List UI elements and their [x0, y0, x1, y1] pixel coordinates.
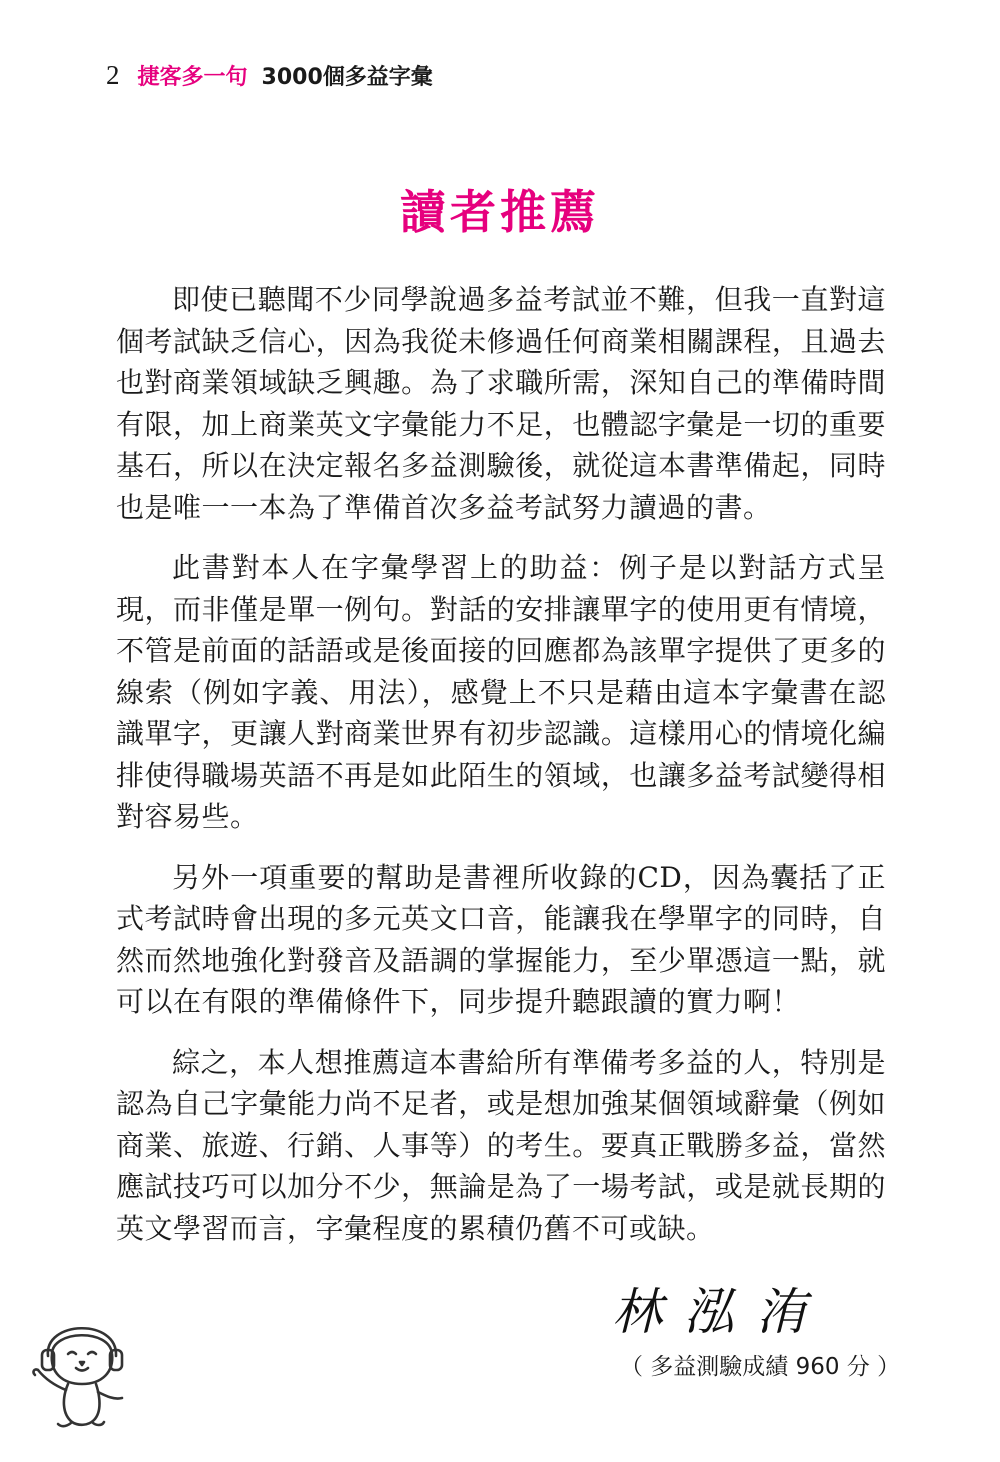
running-header — [106, 60, 433, 91]
bear-with-headphones-icon — [22, 1310, 142, 1430]
paragraph: 綜之，本人想推薦這本書給所有準備考多益的人，特別是認為自己字彙能力尚不足者，或是想加強某個領域辭彙（例如商業、旅遊、行銷、人事等）的考生。要真正戰勝多益，當然應試技巧可以加分不少，無論是為了一場考試，或是就長期的英文學習而言，字彙程度的累積仍舊不可或缺。 — [116, 1045, 886, 1245]
book-title: 3000個多益字彙 — [261, 65, 433, 90]
paragraph: 另外一項重要的幫助是書裡所收錄的CD，因為囊括了正式考試時會出現的多元英文口音，能讓我在學單字的同時，自然而然地強化對發音及語調的掌握能力，至少單憑這一點，就可以在有限的準備條件下，同步提升聽跟讀的實力啊！ — [116, 860, 886, 1018]
series-name: 捷客多一句 — [137, 65, 248, 90]
page-title: 讀者推薦 — [400, 184, 600, 239]
paragraph: 即使已聽聞不少同學說過多益考試並不難，但我一直對這個考試缺乏信心，因為我從未修過任何商業相關課程，且過去也對商業領域缺乏興趣。為了求職所需，深知自己的準備時間有限，加上商業英文字彙能力不足，也體認字彙是一切的重要基石，所以在決定報名多益測驗後，就從這本書準備起，同時也是唯一一本為了準備首次多益考試努力讀過的書。 — [116, 283, 886, 524]
recommendation-body — [116, 279, 886, 1268]
signature-name: 林泓洧 — [612, 1283, 828, 1341]
signature-note: （ 多益測驗成績 960 分 ） — [620, 1354, 901, 1380]
page-number: 2 — [106, 60, 120, 90]
paragraph: 此書對本人在字彙學習上的助益：例子是以對話方式呈現，而非僅是單一例句。對話的安排讓單字的使用更有情境，不管是前面的話語或是後面接的回應都為該單字提供了更多的線索（例如字義、用法），感覺上不只是藉由這本字彙書在認識單字，更讓人對商業世界有初步認識。這樣用心的情境化編排使得職場英語不再是如此陌生的領域，也讓多益考試變得相對容易些。 — [116, 551, 886, 833]
